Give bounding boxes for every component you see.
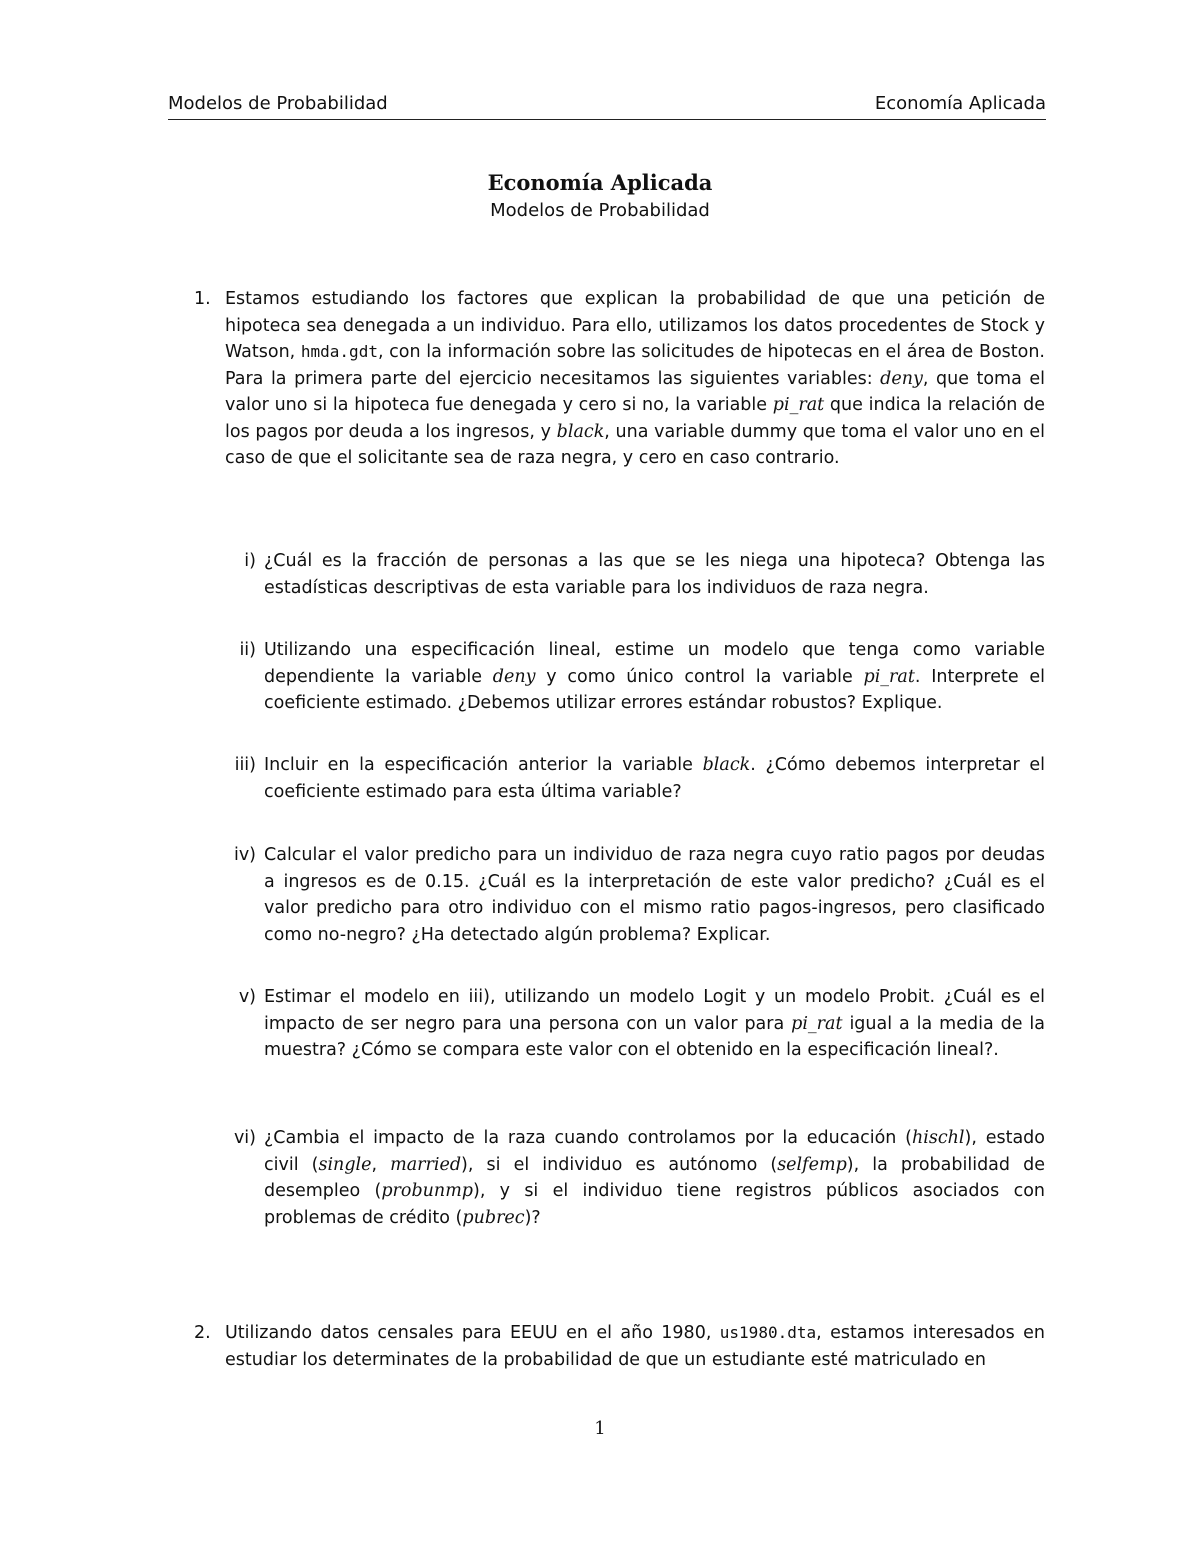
text-run: que indica la relación de los pagos por deuda a los ingresos, y (225, 395, 1045, 442)
item-v-label: v) (238, 987, 256, 1007)
text-run: y como único control la variable (535, 666, 864, 687)
variable-name: pi_rat (863, 666, 915, 687)
variable-name: pi_rat (772, 395, 825, 415)
item-iii-text (264, 752, 1045, 805)
text-run: , una variable dummy que toma el valor uno en el caso de que el solicitante sea de raza negra, y cero en caso contrario. (225, 421, 1046, 468)
text-run: , (371, 1154, 391, 1175)
question-2-text (225, 1320, 1045, 1373)
text-run: ), estado civil ( (264, 1128, 1045, 1175)
text-run: Utilizando datos censales para EEUU en el año 1980, (225, 1323, 720, 1343)
document-subtitle: Modelos de Probabilidad (490, 200, 710, 221)
variable-name: single (318, 1154, 372, 1175)
item-iv-label: iv) (233, 845, 256, 865)
text-run: Incluir en la especificación anterior la variable (264, 755, 703, 775)
running-header (168, 93, 1046, 114)
text-run: ¿Cambia el impacto de la raza cuando controlamos por la educación ( (264, 1128, 912, 1148)
variable-name: married (390, 1154, 462, 1175)
header-right: Economía Aplicada (874, 93, 1046, 114)
variable-name: black (702, 755, 751, 775)
question-1-text (225, 286, 1045, 472)
text-run: . Interprete el coeficiente estimado. ¿Debemos utilizar errores estándar robustos? Explique. (264, 666, 1045, 713)
text-run: ¿Cuál es la fracción de personas a las que se les niega una hipoteca? Obtenga las estadísticas descriptivas de esta variable para los individuos de raza negra. (264, 551, 1045, 598)
item-i-label: i) (244, 551, 256, 571)
item-v-text (264, 984, 1045, 1064)
text-run: ), la probabilidad de desempleo ( (264, 1154, 1045, 1201)
item-iv-text (264, 842, 1045, 948)
question-1-number: 1. (194, 289, 211, 309)
text-run: , con la información sobre las solicitudes de hipotecas en el área de Boston. Para la primera parte del ejercicio necesitamos las siguientes variables: (225, 342, 1045, 389)
text-run: , estamos interesados en estudiar los determinates de la probabilidad de que un estudiante esté matriculado en (225, 1323, 1045, 1370)
text-run: Calcular el valor predicho para un individuo de raza negra cuyo ratio pagos por deudas a ingresos es de 0.15. ¿Cuál es la interpretación de este valor predicho? ¿Cuál es el valor predicho para otro individuo con el mismo ratio pagos-ingresos, pero clasificado como no-negro? ¿Ha detectado algún problema? Explicar. (264, 845, 1045, 945)
text-run: Estimar el modelo en iii), utilizando un modelo Logit y un modelo Probit. ¿Cuál es el impacto de ser negro para una persona con un valor para (264, 987, 1045, 1034)
text-run: Utilizando una especificación lineal, estime un modelo que tenga como variable dependiente la variable (264, 640, 1045, 687)
page-number: 1 (594, 1418, 606, 1439)
item-ii-text (264, 637, 1045, 717)
item-i-text (264, 548, 1045, 601)
header-left: Modelos de Probabilidad (168, 93, 388, 114)
text-run: . ¿Cómo debemos interpretar el coeficiente estimado para esta última variable? (264, 755, 1045, 802)
variable-name: deny (492, 666, 536, 687)
text-run: , que toma el valor uno si la hipoteca fue denegada y cero si no, la variable (225, 368, 1045, 415)
variable-name: hischl (912, 1128, 965, 1148)
text-run: Estamos estudiando los factores que explican la probabilidad de que una petición de hipoteca sea denegada a un individuo. Para ello, utilizamos los datos procedentes de Stock y Watson, (225, 289, 1045, 362)
header-rule (168, 119, 1046, 120)
item-vi-label: vi) (233, 1128, 256, 1148)
variable-name: black (556, 421, 605, 442)
text-run: )? (524, 1207, 541, 1228)
variable-name: selfemp (777, 1154, 847, 1175)
variable-name: pubrec (462, 1207, 525, 1228)
text-run: ), y si el individuo tiene registros públicos asociados con problemas de crédito ( (264, 1181, 1045, 1228)
text-run: igual a la media de la muestra? ¿Cómo se compara este valor con el obtenido en la especificación lineal?. (264, 1013, 1045, 1060)
document-title: Economía Aplicada (487, 170, 713, 195)
item-vi-text (264, 1125, 1045, 1231)
filename: hmda.gdt (300, 342, 378, 361)
variable-name: probunmp (381, 1181, 474, 1201)
variable-name: pi_rat (791, 1013, 843, 1034)
text-run: ), si el individuo es autónomo ( (461, 1154, 778, 1175)
variable-name: deny (880, 368, 923, 389)
item-iii-label: iii) (234, 755, 256, 775)
question-2-number: 2. (194, 1323, 211, 1343)
item-ii-label: ii) (239, 640, 256, 660)
filename: us1980.dta (719, 1323, 817, 1342)
